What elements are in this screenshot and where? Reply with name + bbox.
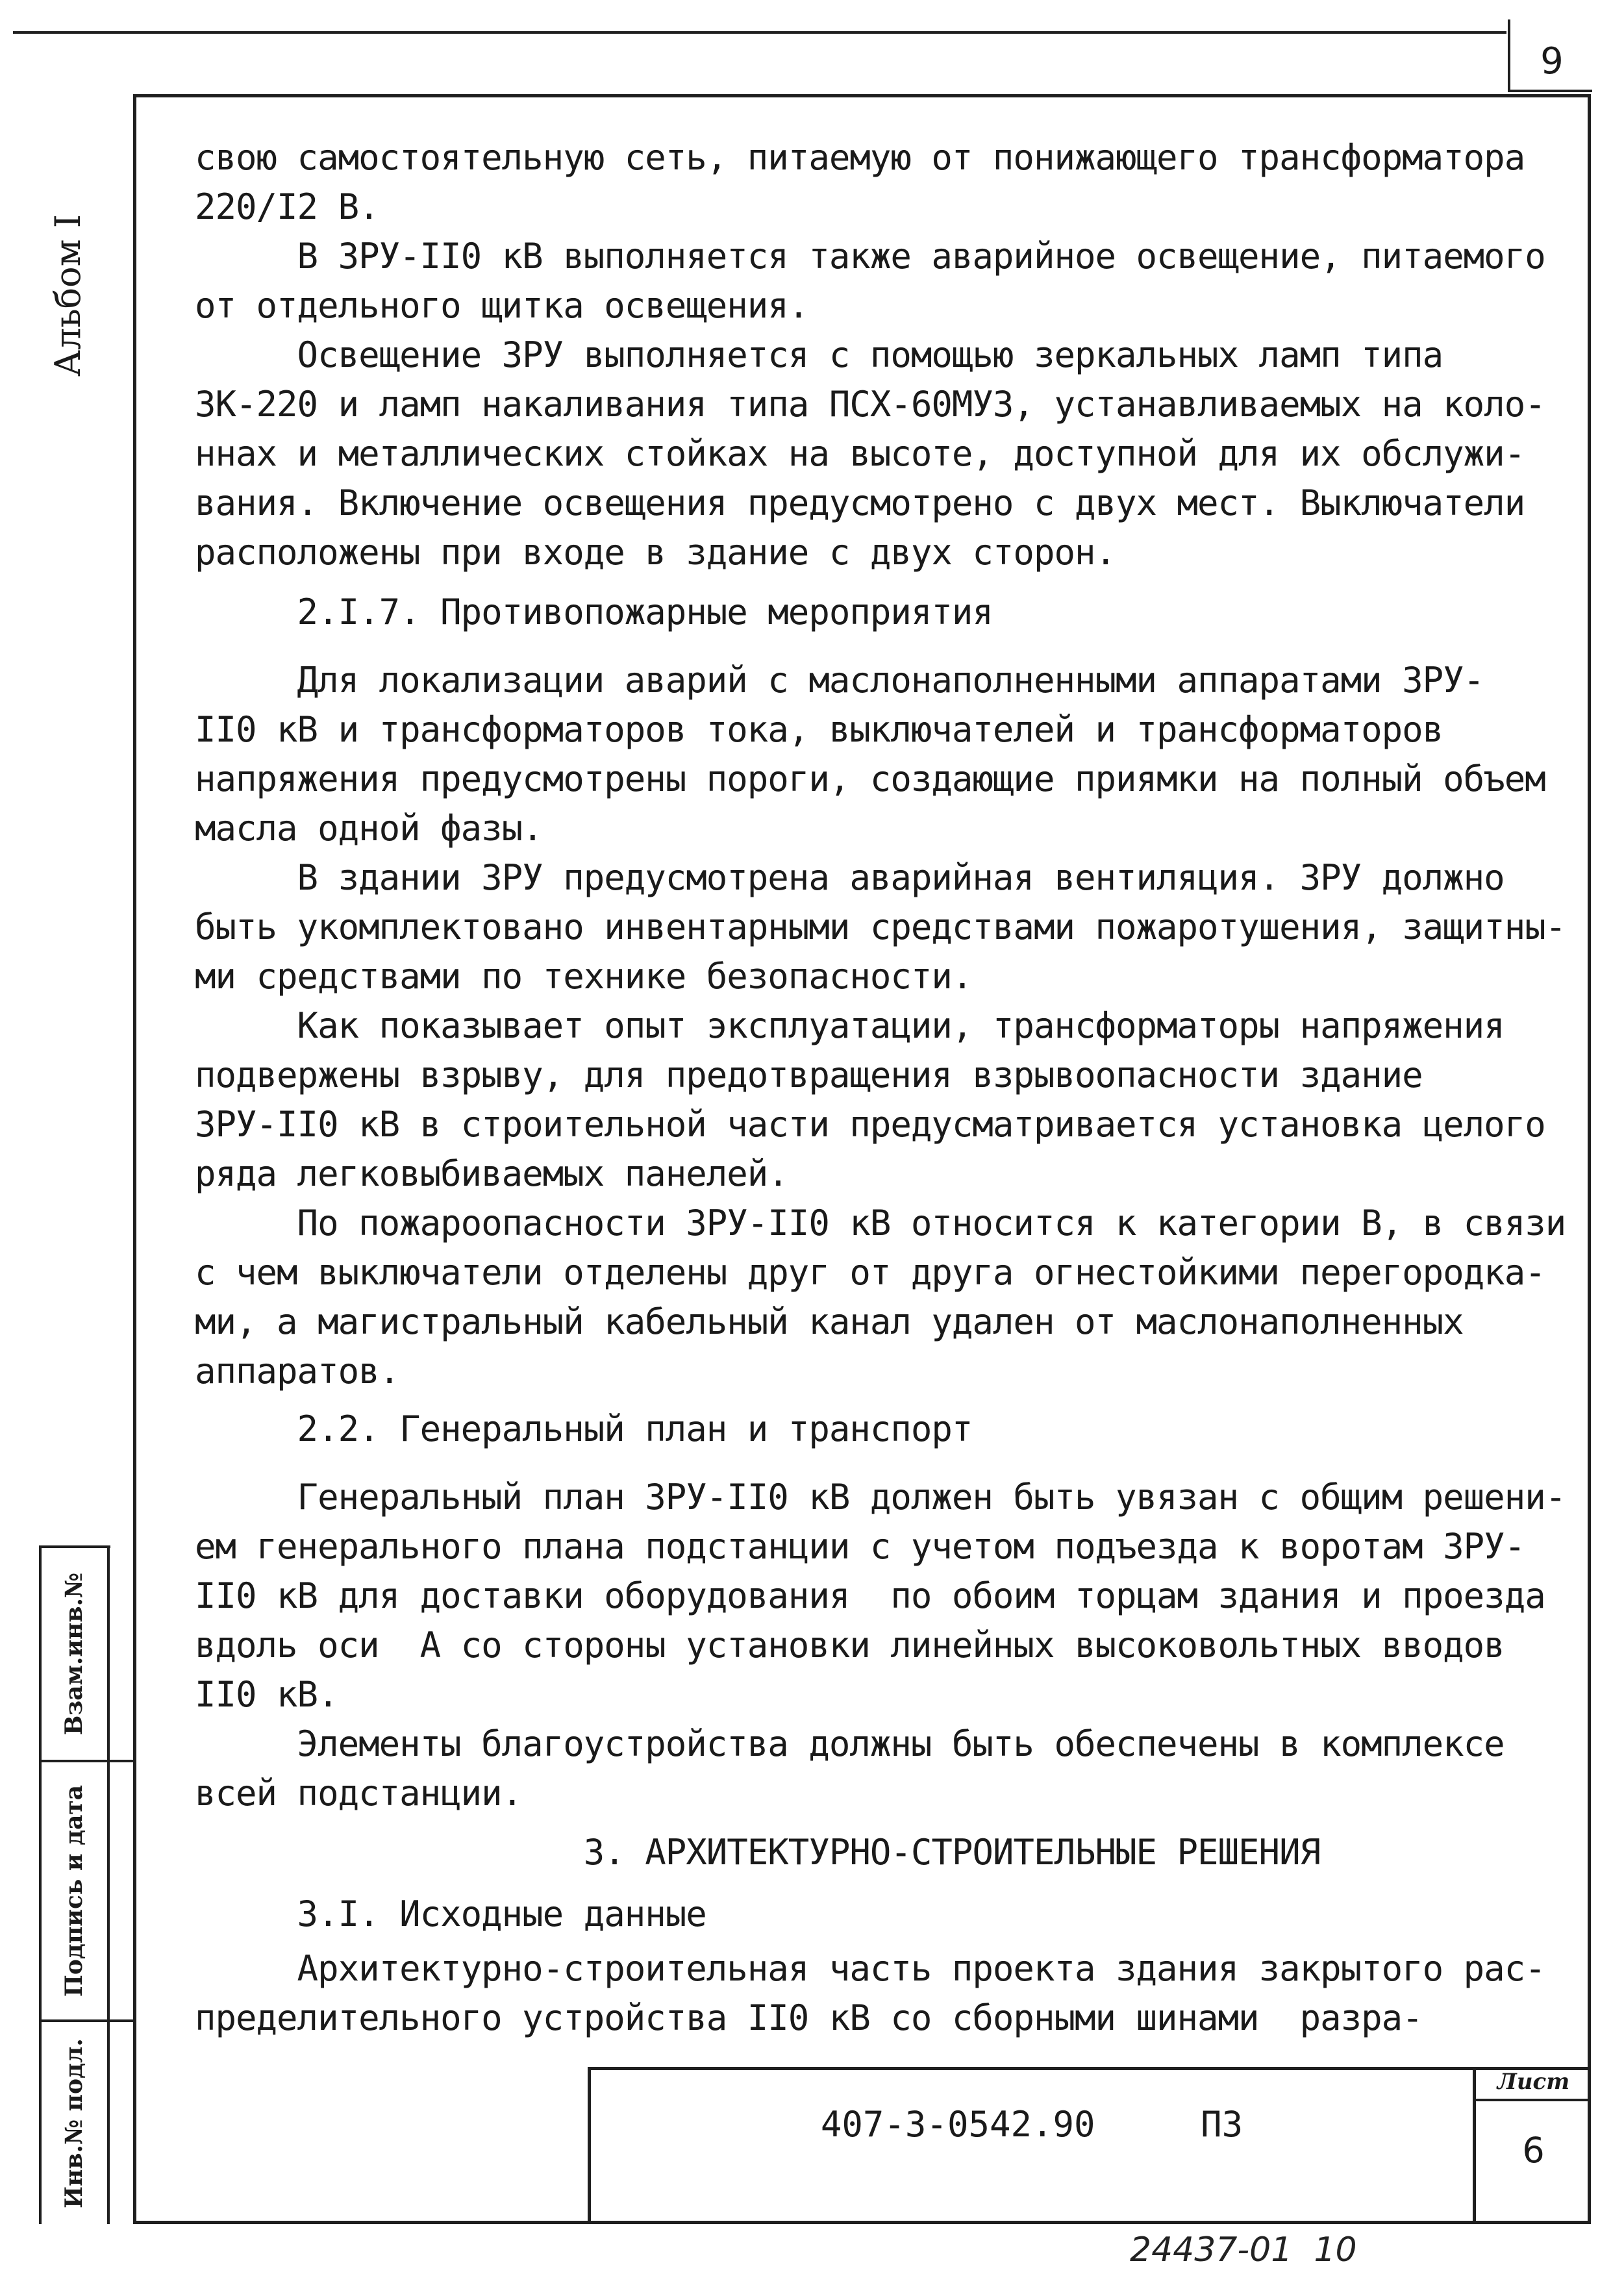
sheet-label: Лист xyxy=(1497,2069,1570,2095)
page-number-box-left xyxy=(1508,19,1510,91)
album-label xyxy=(47,214,88,377)
sheet-label-line xyxy=(1473,2099,1591,2101)
top-rule xyxy=(13,31,1506,34)
title-block-top xyxy=(588,2067,1591,2070)
body-line: 220/I2 В. xyxy=(195,186,379,227)
body-line: По пожароопасности ЗРУ-II0 кВ относится к категории В, в связи xyxy=(195,1203,1566,1243)
page-number: 9 xyxy=(1540,40,1564,82)
body-line: напряжения предусмотрены пороги, создающие приямки на полный объем xyxy=(195,758,1545,799)
section-heading: 3.I. Исходные данные xyxy=(195,1893,706,1934)
section-heading: 2.2. Генеральный план и транспорт xyxy=(195,1408,973,1449)
frame-left xyxy=(133,94,136,2224)
body-line: Архитектурно-строительная часть проекта здания закрытого рас- xyxy=(195,1948,1545,1989)
body-line: аппаратов. xyxy=(195,1351,400,1392)
body-line: ем генерального плана подстанции с учетом подъезда к воротам ЗРУ- xyxy=(195,1526,1525,1567)
body-line: Генеральный план ЗРУ-II0 кВ должен быть увязан с общим решени- xyxy=(195,1477,1566,1518)
body-line: ЗРУ-II0 кВ в строительной части предусматривается установка целого xyxy=(195,1104,1545,1145)
body-line: Освещение ЗРУ выполняется с помощью зеркальных ламп типа xyxy=(195,334,1443,375)
body-line: В ЗРУ-II0 кВ выполняется также аварийное освещение, питаемого xyxy=(195,236,1545,277)
body-line: ЗК-220 и ламп накаливания типа ПСХ-60МУЗ, устанавливаемых на коло- xyxy=(195,384,1545,425)
title-block-left xyxy=(588,2067,591,2223)
body-line: свою самостоятельную сеть, питаемую от понижающего трансформатора xyxy=(195,137,1525,178)
document-code: 407-3-0542.90 ПЗ xyxy=(820,2104,1243,2145)
frame-right xyxy=(1588,94,1591,2224)
body-line: В здании ЗРУ предусмотрена аварийная вентиляция. ЗРУ должно xyxy=(195,857,1505,898)
body-line: ми средствами по технике безопасности. xyxy=(195,956,973,997)
body-line: ннах и металлических стойках на высоте, доступной для их обслужи- xyxy=(195,433,1525,474)
album-label-text: Альбом I xyxy=(47,214,88,377)
frame-top xyxy=(133,94,1591,97)
body-line: быть укомплектовано инвентарными средствами пожаротушения, защитны- xyxy=(195,906,1566,947)
page-number-box-bottom xyxy=(1508,90,1592,92)
body-line: ряда легковыбиваемых панелей. xyxy=(195,1153,788,1194)
body-line: вания. Включение освещения предусмотрено с двух мест. Выключатели xyxy=(195,482,1525,523)
stamp-signature-date: Подпись и дата xyxy=(60,1784,88,1997)
handwritten-number: 24437-01 10 xyxy=(1130,2231,1357,2269)
sheet-number: 6 xyxy=(1522,2130,1545,2171)
body-line: с чем выключатели отделены друг от друга огнестойкими перегородка- xyxy=(195,1252,1545,1293)
body-line: ми, а магистральный кабельный канал удален от маслонаполненных xyxy=(195,1301,1464,1342)
body-line: пределительного устройства II0 кВ со сборными шинами разра- xyxy=(195,1997,1423,2038)
body-line: масла одной фазы. xyxy=(195,808,543,849)
body-line: II0 кВ для доставки оборудования по обоим торцам здания и проезда xyxy=(195,1575,1545,1616)
body-line: вдоль оси А со стороны установки линейных высоковольтных вводов xyxy=(195,1625,1505,1666)
body-line: Для локализации аварий с маслонаполненными аппаратами ЗРУ- xyxy=(195,660,1484,701)
body-line: от отдельного щитка освещения. xyxy=(195,285,809,326)
body-line: II0 кВ. xyxy=(195,1674,338,1715)
chapter-heading: 3. АРХИТЕКТУРНО-СТРОИТЕЛЬНЫЕ РЕШЕНИЯ xyxy=(195,1832,1321,1873)
body-line: II0 кВ и трансформаторов тока, выключателей и трансформаторов xyxy=(195,709,1443,750)
body-line: расположены при входе в здание с двух сторон. xyxy=(195,532,1116,573)
body-line: всей подстанции. xyxy=(195,1773,523,1814)
frame-bottom xyxy=(133,2221,1591,2224)
body-line: Как показывает опыт эксплуатации, трансформаторы напряжения xyxy=(195,1005,1505,1046)
body-line: Элементы благоустройства должны быть обеспечены в комплексе xyxy=(195,1723,1505,1764)
section-heading: 2.I.7. Противопожарные мероприятия xyxy=(195,592,993,632)
stamp-inv-original: Инв.№ подл. xyxy=(60,2038,88,2208)
body-line: подвержены взрыву, для предотвращения взрывоопасности здание xyxy=(195,1055,1423,1095)
stamp-exchange-inv: Взам.инв.№ xyxy=(60,1572,88,1736)
